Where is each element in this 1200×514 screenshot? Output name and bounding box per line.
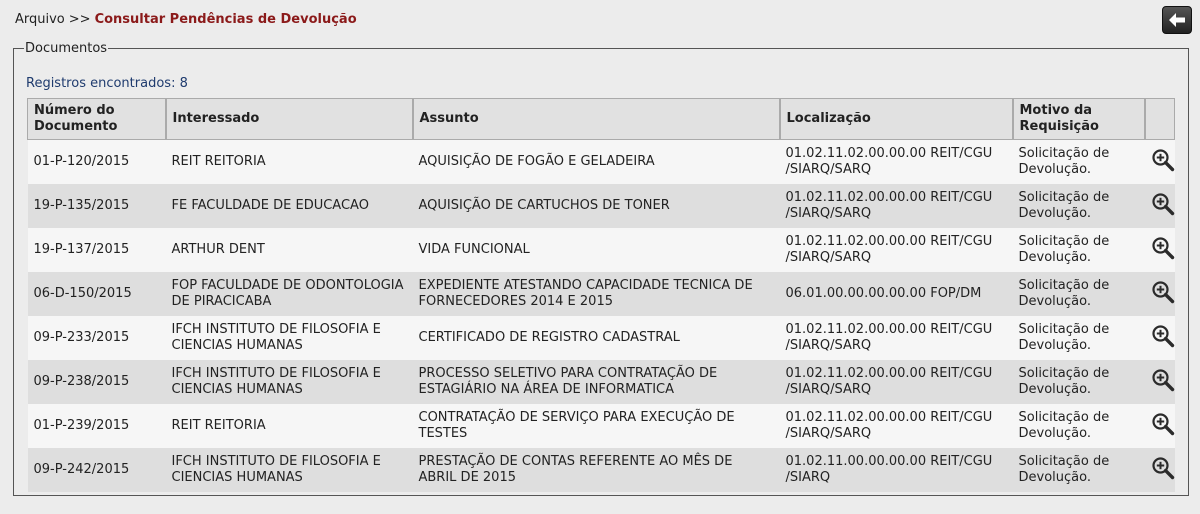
table-row: [28, 360, 1175, 404]
cell-motivo: Solicitação de Devolução.: [1013, 316, 1145, 360]
cell-motivo: Solicitação de Devolução.: [1013, 272, 1145, 316]
cell-action: [1145, 272, 1175, 316]
cell-numero: 09-P-238/2015: [28, 360, 166, 404]
zoom-in-icon[interactable]: [1151, 192, 1175, 221]
column-header-motivo[interactable]: Motivo da Requisição: [1013, 99, 1145, 140]
cell-interessado: IFCH INSTITUTO DE FILOSOFIA E CIENCIAS HUMANAS: [166, 316, 413, 360]
table-row: [28, 448, 1175, 492]
cell-interessado: ARTHUR DENT: [166, 228, 413, 272]
cell-interessado: REIT REITORIA: [166, 404, 413, 448]
back-button[interactable]: [1162, 6, 1192, 34]
cell-interessado: FOP FACULDADE DE ODONTOLOGIA DE PIRACICABA: [166, 272, 413, 316]
zoom-in-icon[interactable]: [1151, 236, 1175, 265]
page-title: Consultar Pendências de Devolução: [94, 12, 357, 27]
column-header-actions: [1145, 99, 1175, 140]
arrow-left-icon: [1168, 12, 1186, 28]
table-row: [28, 140, 1175, 185]
column-header-interessado[interactable]: Interessado: [166, 99, 413, 140]
cell-localizacao: 06.01.00.00.00.00.00 FOP/DM: [780, 272, 1013, 316]
cell-assunto: CONTRATAÇÃO DE SERVIÇO PARA EXECUÇÃO DE TESTES: [413, 404, 780, 448]
cell-localizacao: 01.02.11.02.00.00.00 REIT/CGU /SIARQ/SARQ: [780, 404, 1013, 448]
cell-localizacao: 01.02.11.02.00.00.00 REIT/CGU /SIARQ/SARQ: [780, 316, 1013, 360]
cell-action: [1145, 448, 1175, 492]
cell-numero: 09-P-233/2015: [28, 316, 166, 360]
table-row: [28, 272, 1175, 316]
cell-interessado: FE FACULDADE DE EDUCACAO: [166, 184, 413, 228]
documents-fieldset: [13, 41, 1189, 496]
cell-action: [1145, 184, 1175, 228]
column-header-assunto[interactable]: Assunto: [413, 99, 780, 140]
table-row: [28, 228, 1175, 272]
cell-action: [1145, 360, 1175, 404]
zoom-in-icon[interactable]: [1151, 280, 1175, 309]
breadcrumb-separator: >>: [68, 12, 91, 27]
table-row: [28, 184, 1175, 228]
cell-motivo: Solicitação de Devolução.: [1013, 404, 1145, 448]
cell-action: [1145, 140, 1175, 185]
zoom-in-icon[interactable]: [1151, 412, 1175, 441]
cell-interessado: IFCH INSTITUTO DE FILOSOFIA E CIENCIAS HUMANAS: [166, 448, 413, 492]
cell-localizacao: 01.02.11.02.00.00.00 REIT/CGU /SIARQ/SARQ: [780, 360, 1013, 404]
cell-interessado: REIT REITORIA: [166, 140, 413, 185]
table-row: [28, 404, 1175, 448]
breadcrumb: [15, 12, 357, 27]
cell-action: [1145, 404, 1175, 448]
cell-numero: 19-P-137/2015: [28, 228, 166, 272]
cell-assunto: VIDA FUNCIONAL: [413, 228, 780, 272]
cell-assunto: EXPEDIENTE ATESTANDO CAPACIDADE TECNICA DE FORNECEDORES 2014 E 2015: [413, 272, 780, 316]
cell-interessado: IFCH INSTITUTO DE FILOSOFIA E CIENCIAS HUMANAS: [166, 360, 413, 404]
cell-assunto: CERTIFICADO DE REGISTRO CADASTRAL: [413, 316, 780, 360]
zoom-in-icon[interactable]: [1151, 368, 1175, 397]
zoom-in-icon[interactable]: [1151, 148, 1175, 177]
cell-localizacao: 01.02.11.02.00.00.00 REIT/CGU /SIARQ/SARQ: [780, 184, 1013, 228]
cell-localizacao: 01.02.11.02.00.00.00 REIT/CGU /SIARQ/SARQ: [780, 140, 1013, 185]
cell-localizacao: 01.02.11.00.00.00.00 REIT/CGU /SIARQ: [780, 448, 1013, 492]
cell-motivo: Solicitação de Devolução.: [1013, 184, 1145, 228]
cell-motivo: Solicitação de Devolução.: [1013, 448, 1145, 492]
cell-action: [1145, 316, 1175, 360]
cell-numero: 06-D-150/2015: [28, 272, 166, 316]
cell-numero: 01-P-239/2015: [28, 404, 166, 448]
table-header-row: [28, 99, 1175, 140]
column-header-localizacao[interactable]: Localização: [780, 99, 1013, 140]
cell-motivo: Solicitação de Devolução.: [1013, 228, 1145, 272]
column-header-numero[interactable]: Número do Documento: [28, 99, 166, 140]
cell-numero: 19-P-135/2015: [28, 184, 166, 228]
cell-action: [1145, 228, 1175, 272]
cell-motivo: Solicitação de Devolução.: [1013, 360, 1145, 404]
cell-motivo: Solicitação de Devolução.: [1013, 140, 1145, 185]
table-row: [28, 316, 1175, 360]
cell-numero: 09-P-242/2015: [28, 448, 166, 492]
zoom-in-icon[interactable]: [1151, 456, 1175, 485]
documents-legend: Documentos: [25, 41, 108, 56]
documents-table: [27, 98, 1175, 492]
cell-assunto: AQUISIÇÃO DE CARTUCHOS DE TONER: [413, 184, 780, 228]
cell-numero: 01-P-120/2015: [28, 140, 166, 185]
cell-assunto: PRESTAÇÃO DE CONTAS REFERENTE AO MÊS DE ABRIL DE 2015: [413, 448, 780, 492]
records-count: Registros encontrados: 8: [26, 76, 188, 91]
cell-assunto: AQUISIÇÃO DE FOGÃO E GELADEIRA: [413, 140, 780, 185]
cell-assunto: PROCESSO SELETIVO PARA CONTRATAÇÃO DE ESTAGIÁRIO NA ÁREA DE INFORMATICA: [413, 360, 780, 404]
breadcrumb-root[interactable]: Arquivo: [15, 12, 65, 27]
cell-localizacao: 01.02.11.02.00.00.00 REIT/CGU /SIARQ/SARQ: [780, 228, 1013, 272]
zoom-in-icon[interactable]: [1151, 324, 1175, 353]
